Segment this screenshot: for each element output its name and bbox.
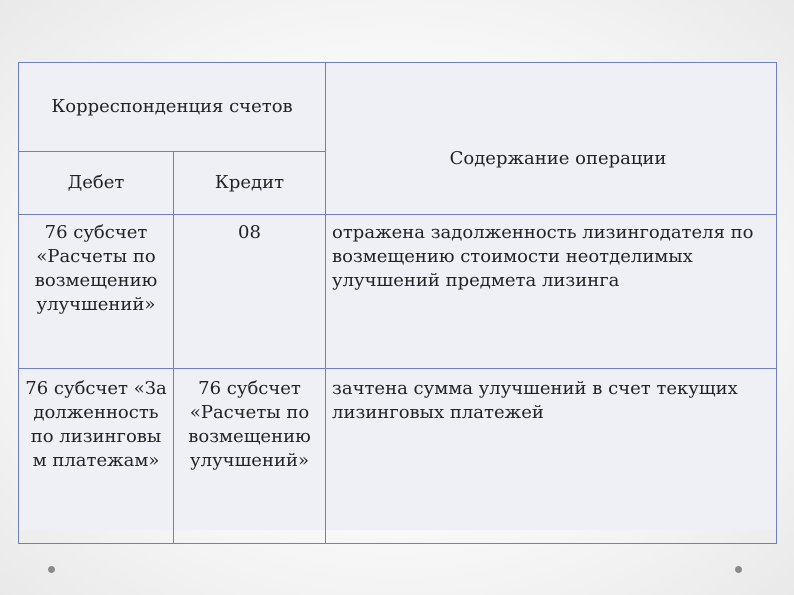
row1-debit: 76 субсчет «Расчеты по возмещению улучшений» [19,215,174,369]
row1-credit: 08 [174,215,326,369]
table-row [19,215,777,369]
slide-content [18,62,776,530]
header-correspondence: Корреспонденция счетов [19,63,326,152]
decor-dot-right [735,566,742,573]
table-row [19,369,777,544]
row2-credit: 76 субсчет «Расчеты по возмещению улучшений» [174,369,326,544]
header-debit: Дебет [19,152,174,215]
row2-content: зачтена сумма улучшений в счет текущих лизинговых платежей [326,369,777,544]
header-content: Содержание операции [326,63,777,215]
decor-dot-left [48,566,55,573]
header-credit: Кредит [174,152,326,215]
row2-debit: 76 субсчет «Задолженность по лизинговым платежам» [19,369,174,544]
row1-content: отражена задолженность лизингодателя по возмещению стоимости неотделимых улучшений предмета лизинга [326,215,777,369]
accounting-table [18,62,777,544]
